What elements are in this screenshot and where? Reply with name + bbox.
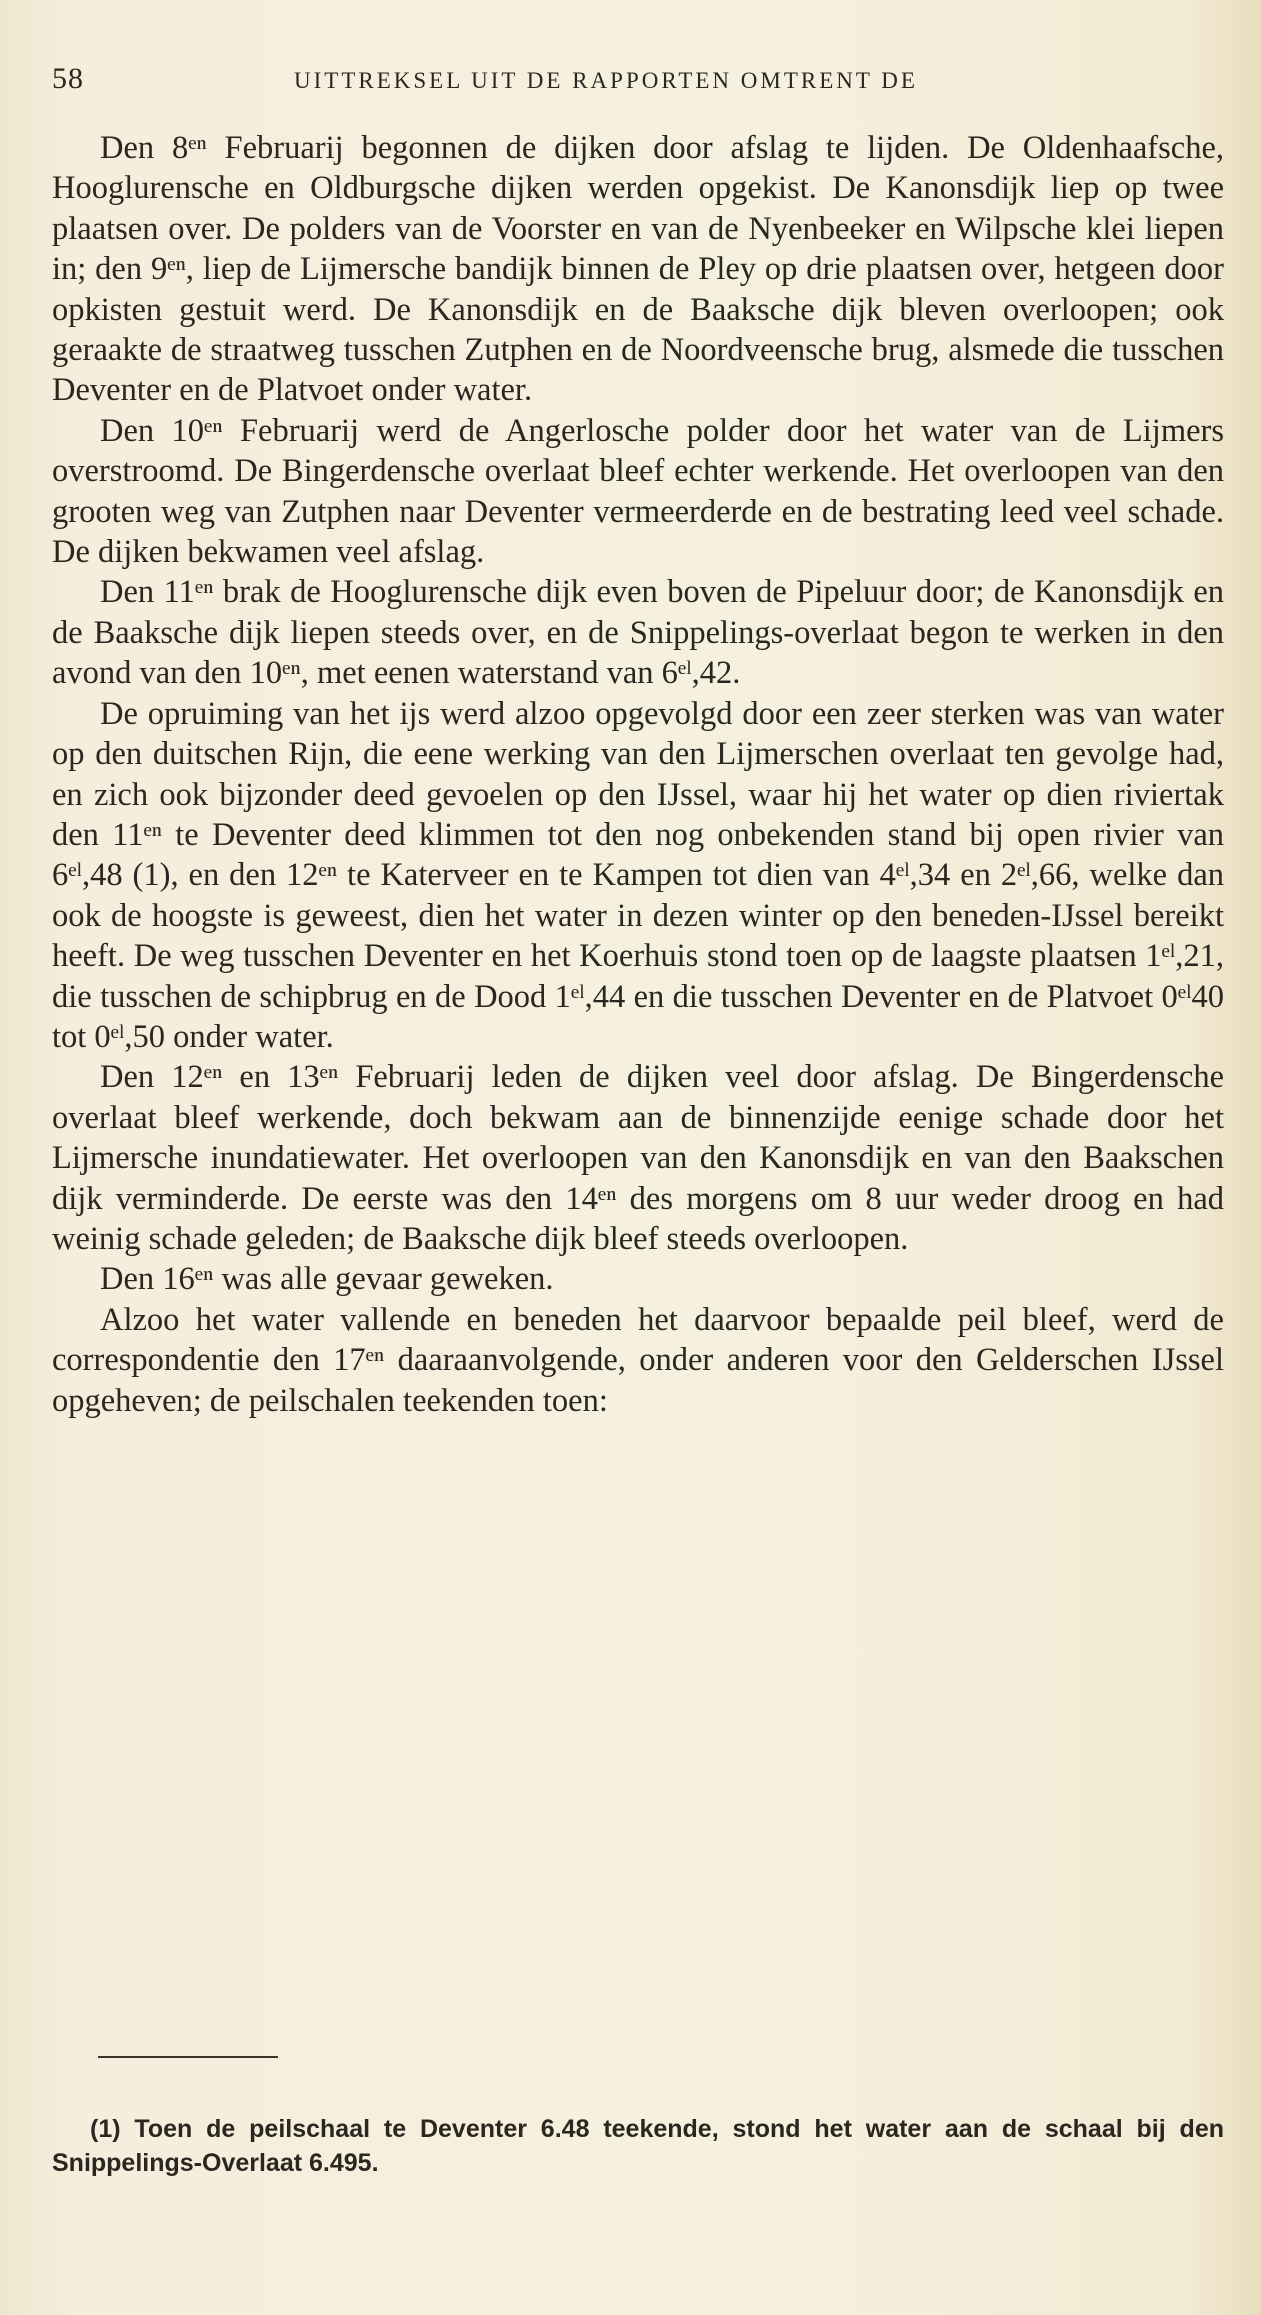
paragraph: [52, 1057, 1233, 1259]
footnote: (1) Toen de peilschaal te Deventer 6.48 teekende, stond het water aan de schaal bij den Snippelings-Overlaat 6.495.: [52, 2115, 1224, 2177]
page-header: [52, 62, 1232, 102]
footnote-rule: [98, 2056, 278, 2058]
paragraph-text: Den 12ᵉⁿ en 13ᵉⁿ Februarij leden de dijken veel door afslag. De Bingerdensche overlaat bleef werkende, doch bekwam aan de binnenzijde eenige schade door het Lijmersche inundatiewater. Het overloopen van den Kanonsdijk en van den Baakschen dijk verminderde. De eerste was den 14ᵉⁿ des morgens om 8 uur weder droog en had weinig schade geleden; de Baaksche dijk bleef steeds overloopen.: [52, 1059, 1233, 1257]
paragraph-text: Den 10ᵉⁿ Februarij werd de Angerlosche polder door het water van de Lijmers overstroomd. De Bingerdensche overlaat bleef echter werkende. Het overloopen van den grooten weg van Zutphen naar Deventer vermeerderde en de bestrating leed veel schade. De dijken bekwamen veel afslag.: [52, 412, 1233, 571]
paragraph-text: Den 16ᵉⁿ was alle gevaar geweken.: [100, 1261, 554, 1298]
paragraph: [52, 572, 1233, 693]
paragraph: [52, 128, 1233, 411]
paragraph: [52, 411, 1233, 573]
paragraph: [52, 1300, 1233, 1421]
running-head: UITTREKSEL UIT DE RAPPORTEN OMTRENT DE: [294, 68, 918, 93]
paragraph-text: Den 8ᵉⁿ Februarij begonnen de dijken door afslag te lijden. De Oldenhaafsche, Hooglurensche en Oldburgsche dijken werden opgekist. De Kanonsdijk liep op twee plaatsen over. De polders van de Voorster en van de Nyenbeeker en Wilpsche klei liepen in; den 9ᵉⁿ, liep de Lijmersche bandijk binnen de Pley op drie plaatsen over, hetgeen door opkisten gestuit werd. De Kanonsdijk en de Baaksche dijk bleven overloopen; ook geraakte de straatweg tusschen Zutphen en de Noordveensche brug, alsmede die tusschen Deventer en de Platvoet onder water.: [52, 130, 1233, 409]
paragraph: [52, 694, 1233, 1058]
body-text: [52, 128, 1233, 1421]
paragraph-text: Alzoo het water vallende en beneden het daarvoor bepaalde peil bleef, werd de correspondentie den 17ᵉⁿ daaraanvolgende, onder anderen voor den Gelderschen IJssel opgeheven; de peilschalen teekenden toen:: [52, 1301, 1233, 1419]
paragraph-text: Den 11ᵉⁿ brak de Hooglurensche dijk even boven de Pipeluur door; de Kanonsdijk en de Baaksche dijk liepen steeds over, en de Snippelings-overlaat begon te werken in den avond van den 10ᵉⁿ, met eenen waterstand van 6ᵉˡ,42.: [52, 574, 1233, 692]
paragraph-text: De opruiming van het ijs werd alzoo opgevolgd door een zeer sterken was van water op den duitschen Rijn, die eene werking van den Lijmerschen overlaat ten gevolge had, en zich ook bijzonder deed gevoelen op den IJssel, waar hij het water op dien riviertak den 11ᵉⁿ te Deventer deed klimmen tot den nog onbekenden stand bij open rivier van 6ᵉˡ,48 (1), en den 12ᵉⁿ te Katerveer en te Kampen tot dien van 4ᵉˡ,34 en 2ᵉˡ,66, welke dan ook de hoogste is geweest, dien het water in dezen winter op den beneden-IJssel bereikt heeft. De weg tusschen Deventer en het Koerhuis stond toen op de laagste plaatsen 1ᵉˡ,21, die tusschen de schipbrug en de Dood 1ᵉˡ,44 en die tusschen Deventer en de Platvoet 0ᵉˡ40 tot 0ᵉˡ,50 onder water.: [52, 695, 1233, 1055]
paragraph: [52, 1259, 1224, 1299]
page-number: 58: [52, 62, 84, 95]
